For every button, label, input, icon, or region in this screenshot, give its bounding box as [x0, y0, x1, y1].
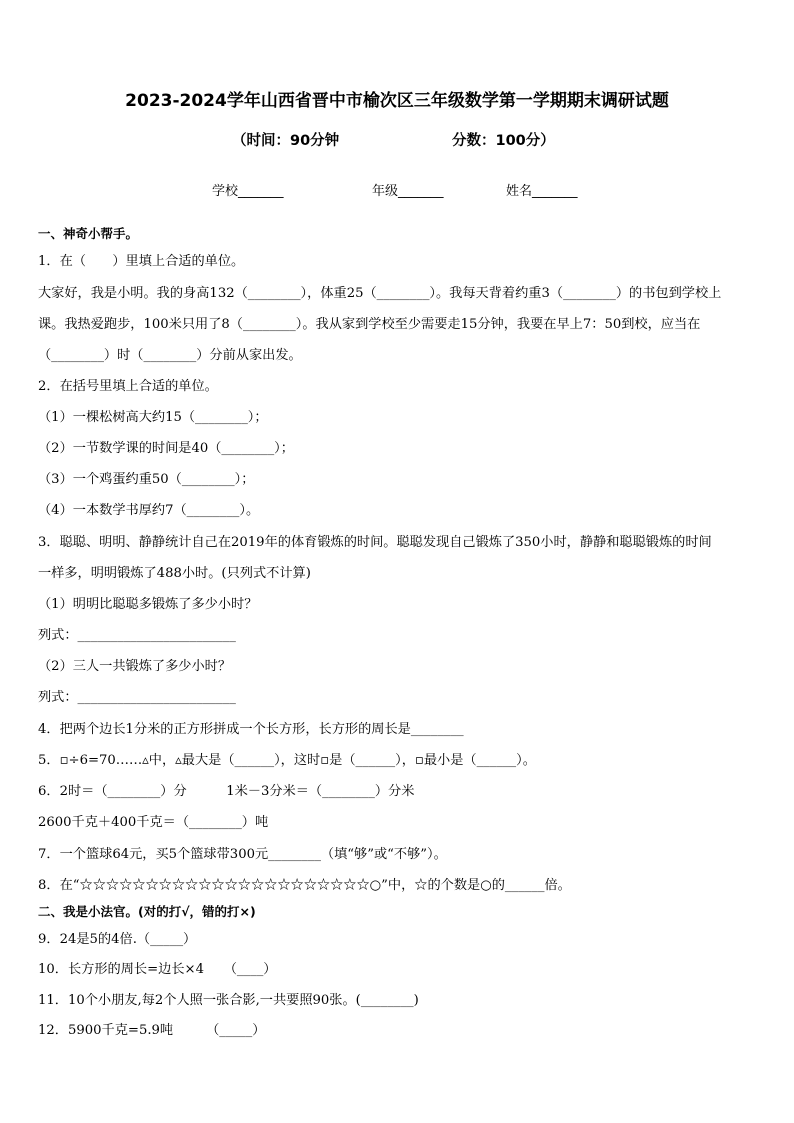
- school-field[interactable]: 学校_______: [212, 184, 284, 199]
- question-1-text-line-2: 课。我热爱跑步，100米只用了8（________）。我从家到学校至少需要走15分钟，我要在早上7：50到校，应当在: [38, 317, 701, 332]
- question-8: 8．在“☆☆☆☆☆☆☆☆☆☆☆☆☆☆☆☆☆☆☆☆☆☆○”中，☆的个数是○的______倍。: [38, 878, 571, 893]
- question-2-prompt: 2．在括号里填上合适的单位。: [38, 379, 218, 394]
- question-2-item-2: （2）一节数学课的时间是40（________）；: [38, 441, 294, 456]
- question-2-item-4: （4）一本数学书厚约7（________）。: [38, 503, 260, 518]
- question-3-sub-2: （2）三人一共锻炼了多少小时？: [38, 659, 232, 674]
- question-3-text-line-2: 一样多，明明锻炼了488小时。(只列式不计算): [38, 566, 311, 581]
- name-field[interactable]: 姓名_______: [506, 184, 578, 199]
- question-3-answer-2[interactable]: 列式：________________________: [38, 690, 236, 705]
- question-3-sub-1: （1）明明比聪聪多锻炼了多少小时？: [38, 597, 258, 612]
- section-heading-1: 一、神奇小帮手。: [38, 226, 139, 241]
- question-11: 11．10个小朋友,每2个人照一张合影,一共要照90张。(________): [38, 993, 419, 1008]
- question-3-text-line-1: 3．聪聪、明明、静静统计自己在2019年的体育锻炼的时间。聪聪发现自己锻炼了350小时，静静和聪聪锻炼的时间: [38, 535, 712, 550]
- question-6-line-2: 2600千克＋400千克＝（________）吨: [38, 815, 269, 830]
- question-10: 10．长方形的周长=边长×4 （____）: [38, 962, 277, 977]
- exam-score: 分数：100分）: [452, 133, 555, 149]
- question-2-item-3: （3）一个鸡蛋约重50（________）；: [38, 472, 255, 487]
- question-9: 9．24是5的4倍.（_____）: [38, 932, 197, 947]
- question-4: 4．把两个边长1分米的正方形拼成一个长方形，长方形的周长是________: [38, 722, 464, 737]
- question-12: 12．5900千克=5.9吨 （_____）: [38, 1023, 266, 1038]
- question-3-answer-1[interactable]: 列式：________________________: [38, 628, 236, 643]
- question-1-text-line-1: 大家好，我是小明。我的身高132（________），体重25（________）。我每天背着约重3（________）的书包到学校上: [38, 286, 722, 301]
- page-title: 2023-2024学年山西省晋中市榆次区三年级数学第一学期期末调研试题: [125, 91, 669, 111]
- question-1-text-line-3: （________）时（________）分前从家出发。: [38, 348, 302, 363]
- question-2-item-1: （1）一棵松树高大约15（________）；: [38, 410, 268, 425]
- question-6-line-1: 6．2时＝（________）分 1米－3分米＝（________）分米: [38, 784, 415, 799]
- grade-field[interactable]: 年级_______: [372, 184, 444, 199]
- question-1-prompt: 1．在（ ）里填上合适的单位。: [38, 254, 245, 269]
- exam-time: （时间：90分钟: [232, 133, 340, 149]
- section-heading-2: 二、我是小法官。(对的打√，错的打×): [38, 904, 256, 919]
- question-5: 5．▫÷6=70……▵中，▵最大是（______），这时▫是（______），▫最小是（______）。: [38, 753, 536, 768]
- question-7: 7．一个篮球64元，买5个篮球带300元________（填“够”或“不够”）。: [38, 847, 447, 862]
